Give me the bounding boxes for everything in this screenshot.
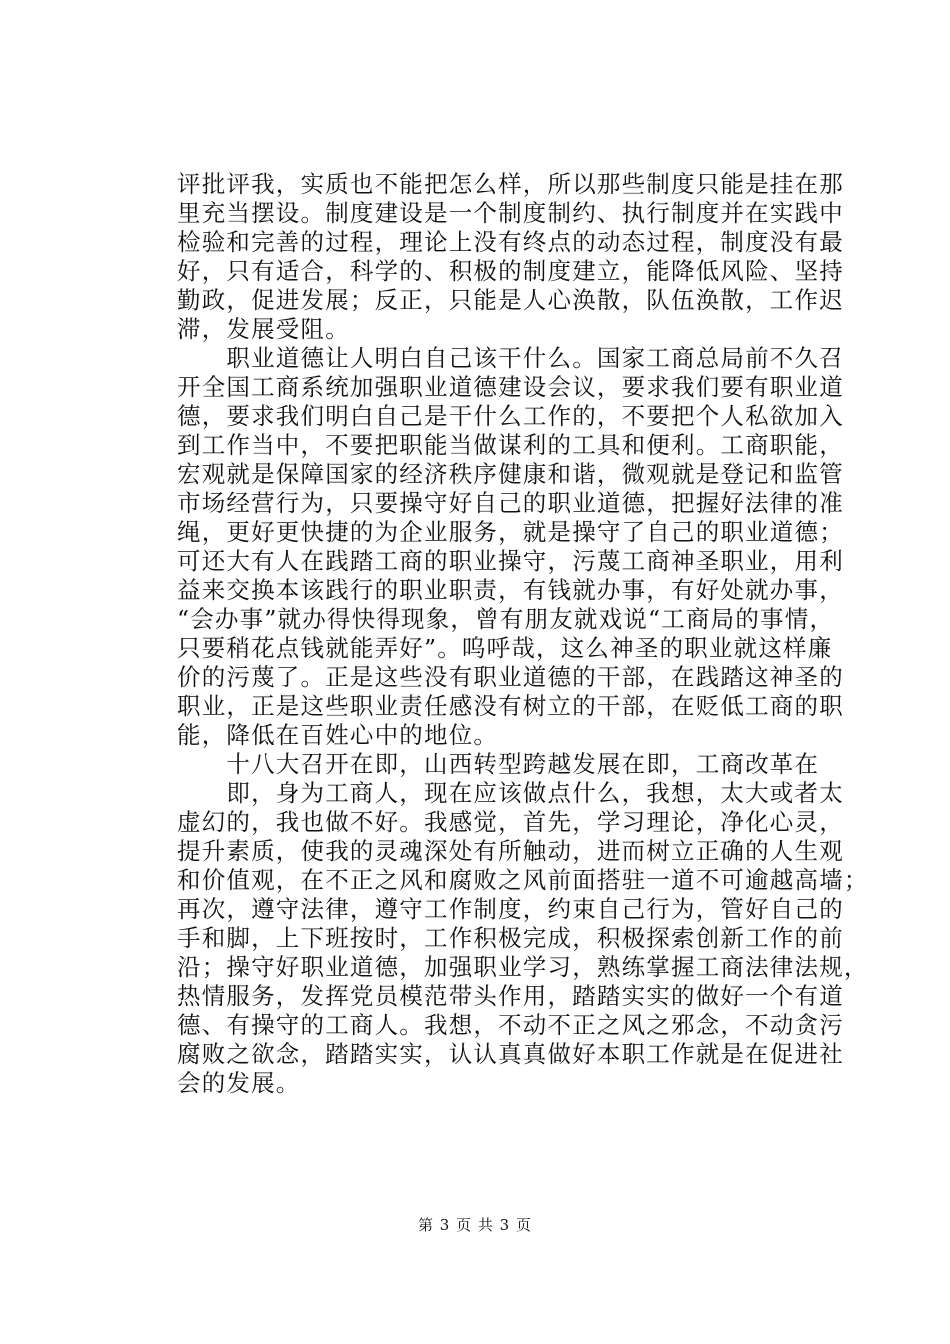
text-line: 会的发展。 <box>177 1069 301 1097</box>
text-line: 绳，更好更快捷的为企业服务，就是操守了自己的职业道德； <box>177 518 844 546</box>
text-line: 市场经营行为，只要操守好自己的职业道德，把握好法律的准 <box>177 489 844 517</box>
text-line: 腐败之欲念，踏踏实实，认认真真做好本职工作就是在促进社 <box>177 1040 844 1068</box>
text-line: 只要稍花点钱就能弄好”。呜呼哉，这么神圣的职业就这样廉 <box>177 634 833 662</box>
text-line: 可还大有人在践踏工商的职业操守，污蔑工商神圣职业，用利 <box>177 547 844 575</box>
text-line: 开全国工商系统加强职业道德建设会议，要求我们要有职业道 <box>177 373 844 401</box>
text-line: 虚幻的，我也做不好。我感觉，首先，学习理论，净化心灵， <box>177 808 844 836</box>
text-line: 职业，正是这些职业责任感没有树立的干部，在贬低工商的职 <box>177 692 844 720</box>
text-line: 和价值观，在不正之风和腐败之风前面搭驻一道不可逾越高墙； <box>177 866 869 894</box>
text-line: 提升素质，使我的灵魂深处有所触动，进而树立正确的人生观 <box>177 837 844 865</box>
text-line: 德，要求我们明白自己是干什么工作的，不要把个人私欲加入 <box>177 402 844 430</box>
document-body <box>177 170 869 1098</box>
text-line: 即，身为工商人，现在应该做点什么，我想，太大或者太 <box>177 779 844 807</box>
text-line: 热情服务，发挥党员模范带头作用，踏踏实实的做好一个有道 <box>177 982 844 1010</box>
text-line: “会办事”就办得快得现象，曾有朋友就戏说“工商局的事情， <box>177 605 835 633</box>
page-number-footer: 第 3 页 共 3 页 <box>418 1216 532 1234</box>
text-line: 价的污蔑了。正是这些没有职业道德的干部，在践踏这神圣的 <box>177 663 844 691</box>
text-line: 手和脚，上下班按时，工作积极完成，积极探索创新工作的前 <box>177 924 844 952</box>
text-line: 沿；操守好职业道德，加强职业学习，熟练掌握工商法律法规， <box>177 953 869 981</box>
text-line: 到工作当中，不要把职能当做谋利的工具和便利。工商职能， <box>177 431 844 459</box>
text-line: 能，降低在百姓心中的地位。 <box>177 721 499 749</box>
text-line: 再次，遵守法律，遵守工作制度，约束自己行为，管好自己的 <box>177 895 844 923</box>
text-line: 职业道德让人明白自己该干什么。国家工商总局前不久召 <box>177 344 844 372</box>
text-line: 检验和完善的过程，理论上没有终点的动态过程，制度没有最 <box>177 228 844 256</box>
text-line: 十八大召开在即，山西转型跨越发展在即，工商改革在 <box>177 750 820 778</box>
text-line: 评批评我，实质也不能把怎么样，所以那些制度只能是挂在那 <box>177 170 844 198</box>
text-line: 好，只有适合，科学的、积极的制度建立，能降低风险、坚持 <box>177 257 844 285</box>
text-line: 里充当摆设。制度建设是一个制度制约、执行制度并在实践中 <box>177 199 844 227</box>
text-line: 德、有操守的工商人。我想，不动不正之风之邪念，不动贪污 <box>177 1011 844 1039</box>
text-line: 益来交换本该践行的职业职责，有钱就办事，有好处就办事， <box>177 576 844 604</box>
text-line: 勤政，促进发展；反正，只能是人心涣散，队伍涣散，工作迟 <box>177 286 844 314</box>
text-line: 宏观就是保障国家的经济秩序健康和谐，微观就是登记和监管 <box>177 460 844 488</box>
text-line: 滞，发展受阻。 <box>177 315 350 343</box>
